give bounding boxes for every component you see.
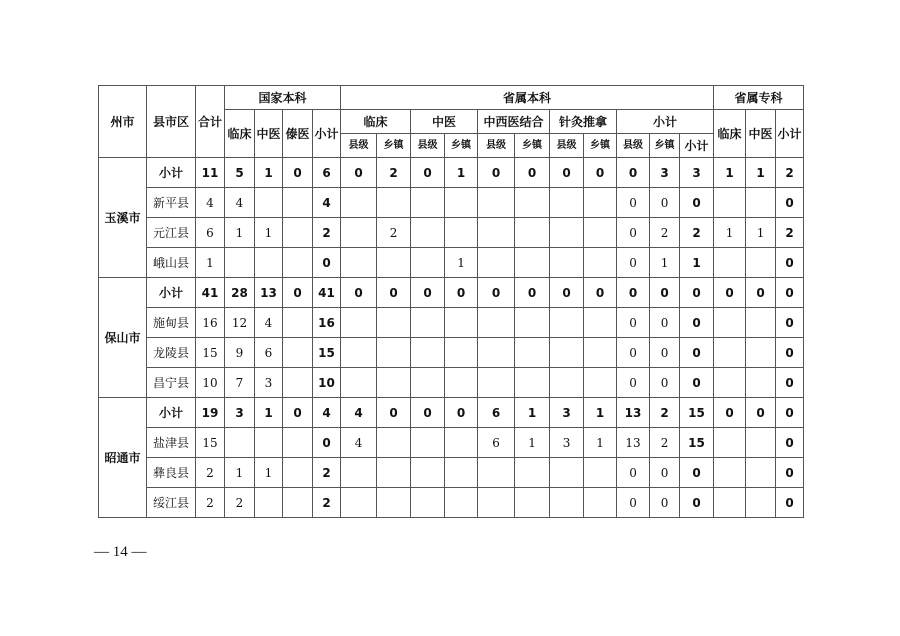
header-prov-subtotal: 小计 [617,110,714,134]
county-name-cell: 新平县 [147,188,196,218]
header-col-subtotal: 小计 [776,110,804,158]
value-cell: 2 [650,398,680,428]
value-cell: 0 [445,278,478,308]
value-cell: 0 [650,488,680,518]
value-cell [377,248,411,278]
value-cell [283,488,313,518]
value-cell: 1 [255,218,283,248]
value-cell: 0 [617,308,650,338]
header-county-level: 县级 [617,134,650,158]
value-cell: 0 [411,398,445,428]
value-cell [341,458,377,488]
value-cell [377,338,411,368]
value-cell [478,188,515,218]
value-cell: 5 [225,158,255,188]
value-cell: 0 [650,338,680,368]
header-town-level: 乡镇 [515,134,550,158]
value-cell [584,458,617,488]
value-cell [411,338,445,368]
value-cell: 0 [550,278,584,308]
header-county-level: 县级 [550,134,584,158]
header-nat-dai: 傣医 [283,110,313,158]
value-cell: 0 [776,188,804,218]
value-cell: 0 [478,158,515,188]
value-cell [255,488,283,518]
value-cell: 1 [445,158,478,188]
value-cell: 0 [617,218,650,248]
table-row-subtotal [99,158,804,188]
value-cell: 2 [776,158,804,188]
value-cell [714,308,746,338]
table-row [99,368,804,398]
value-cell [225,428,255,458]
value-cell: 9 [225,338,255,368]
value-cell [283,458,313,488]
value-cell: 1 [255,458,283,488]
value-cell: 1 [225,458,255,488]
value-cell [515,368,550,398]
value-cell: 15 [313,338,341,368]
value-cell [341,218,377,248]
value-cell [515,338,550,368]
value-cell [714,248,746,278]
value-cell: 2 [313,218,341,248]
value-cell [445,188,478,218]
value-cell: 0 [377,278,411,308]
table-row [99,218,804,248]
value-cell [445,218,478,248]
county-name-cell: 彝良县 [147,458,196,488]
value-cell [377,428,411,458]
value-cell [283,368,313,398]
value-cell [550,458,584,488]
value-cell [411,188,445,218]
value-cell: 0 [776,488,804,518]
header-county: 县市区 [147,86,196,158]
value-cell: 0 [776,398,804,428]
value-cell [746,428,776,458]
value-cell: 0 [650,458,680,488]
value-cell: 0 [680,308,714,338]
value-cell [478,248,515,278]
value-cell [445,488,478,518]
county-name-cell: 元江县 [147,218,196,248]
value-cell: 0 [776,428,804,458]
value-cell [283,308,313,338]
value-cell: 4 [313,188,341,218]
value-cell [377,368,411,398]
county-name-cell: 龙陵县 [147,338,196,368]
value-cell [411,218,445,248]
enrollment-table [98,85,804,518]
value-cell: 3 [650,158,680,188]
value-cell: 0 [776,458,804,488]
header-prov-tcm: 中医 [411,110,478,134]
value-cell [550,218,584,248]
value-cell: 41 [313,278,341,308]
table-row [99,338,804,368]
value-cell: 41 [196,278,225,308]
value-cell [550,368,584,398]
value-cell [411,368,445,398]
value-cell: 4 [255,308,283,338]
value-cell [478,458,515,488]
value-cell [377,458,411,488]
value-cell [225,248,255,278]
value-cell [515,218,550,248]
county-name-cell: 小计 [147,278,196,308]
value-cell: 16 [313,308,341,338]
value-cell [746,308,776,338]
header-town-level: 乡镇 [377,134,411,158]
value-cell [411,248,445,278]
value-cell [341,248,377,278]
header-county-level: 县级 [411,134,445,158]
value-cell [411,458,445,488]
value-cell: 0 [617,458,650,488]
header-town-level: 乡镇 [584,134,617,158]
header-provincial-undergrad: 省属本科 [341,86,714,110]
value-cell: 0 [714,278,746,308]
value-cell: 10 [196,368,225,398]
value-cell [714,368,746,398]
value-cell: 1 [746,158,776,188]
value-cell [478,338,515,368]
value-cell [515,188,550,218]
city-cell: 昭通市 [99,398,147,518]
value-cell: 3 [550,428,584,458]
value-cell: 13 [255,278,283,308]
county-name-cell: 盐津县 [147,428,196,458]
value-cell [341,188,377,218]
value-cell: 6 [196,218,225,248]
value-cell: 0 [776,248,804,278]
value-cell [746,458,776,488]
value-cell: 0 [617,158,650,188]
value-cell: 0 [313,248,341,278]
header-prov-clinical: 临床 [341,110,411,134]
value-cell: 0 [283,398,313,428]
value-cell: 0 [680,368,714,398]
value-cell: 3 [680,158,714,188]
value-cell: 0 [617,368,650,398]
value-cell: 7 [225,368,255,398]
value-cell: 1 [515,398,550,428]
header-nat-subtotal: 小计 [313,110,341,158]
table-row-subtotal [99,398,804,428]
value-cell: 4 [341,428,377,458]
value-cell [714,458,746,488]
table-row-subtotal [99,278,804,308]
value-cell [746,248,776,278]
value-cell [515,488,550,518]
header-national-undergrad: 国家本科 [225,86,341,110]
value-cell: 0 [650,308,680,338]
value-cell: 0 [445,398,478,428]
header-prov-subtotal-total: 小计 [680,134,714,158]
county-name-cell: 绥江县 [147,488,196,518]
value-cell [255,428,283,458]
value-cell: 0 [680,488,714,518]
value-cell: 0 [617,188,650,218]
value-cell [283,248,313,278]
value-cell: 0 [680,278,714,308]
value-cell [411,428,445,458]
value-cell [283,428,313,458]
county-name-cell: 小计 [147,158,196,188]
value-cell: 3 [225,398,255,428]
value-cell: 13 [617,398,650,428]
value-cell: 1 [255,398,283,428]
value-cell: 0 [680,458,714,488]
value-cell: 0 [617,338,650,368]
city-cell: 保山市 [99,278,147,398]
value-cell: 28 [225,278,255,308]
table-row [99,428,804,458]
value-cell: 0 [617,278,650,308]
value-cell: 3 [255,368,283,398]
county-name-cell: 施甸县 [147,308,196,338]
value-cell: 2 [196,488,225,518]
value-cell: 0 [313,428,341,458]
value-cell: 1 [714,158,746,188]
value-cell [714,488,746,518]
value-cell: 0 [650,368,680,398]
value-cell: 0 [377,398,411,428]
value-cell [255,188,283,218]
value-cell: 4 [313,398,341,428]
value-cell: 0 [746,278,776,308]
value-cell: 2 [650,218,680,248]
value-cell: 0 [283,158,313,188]
value-cell: 6 [478,428,515,458]
value-cell [377,488,411,518]
value-cell: 0 [584,158,617,188]
header-town-level: 乡镇 [445,134,478,158]
value-cell: 0 [776,278,804,308]
value-cell: 1 [196,248,225,278]
value-cell [341,308,377,338]
value-cell: 0 [478,278,515,308]
value-cell: 12 [225,308,255,338]
value-cell: 2 [313,488,341,518]
header-provincial-college: 省属专科 [714,86,804,110]
value-cell: 0 [714,398,746,428]
value-cell: 1 [680,248,714,278]
value-cell: 6 [255,338,283,368]
value-cell: 1 [225,218,255,248]
value-cell: 10 [313,368,341,398]
value-cell [478,368,515,398]
value-cell [515,308,550,338]
value-cell: 15 [680,398,714,428]
header-county-level: 县级 [341,134,377,158]
value-cell: 6 [313,158,341,188]
value-cell [283,188,313,218]
value-cell [584,368,617,398]
value-cell [341,488,377,518]
value-cell [478,488,515,518]
value-cell [445,458,478,488]
value-cell: 2 [650,428,680,458]
value-cell [584,338,617,368]
value-cell [550,308,584,338]
value-cell [445,338,478,368]
value-cell: 0 [650,278,680,308]
value-cell [283,218,313,248]
value-cell: 19 [196,398,225,428]
value-cell [411,488,445,518]
value-cell [550,488,584,518]
value-cell: 1 [255,158,283,188]
value-cell: 0 [680,188,714,218]
value-cell: 2 [680,218,714,248]
county-name-cell: 小计 [147,398,196,428]
value-cell [341,338,377,368]
value-cell: 2 [377,218,411,248]
value-cell [515,248,550,278]
value-cell: 2 [377,158,411,188]
value-cell: 1 [746,218,776,248]
header-prov-integrated: 中西医结合 [478,110,550,134]
value-cell: 13 [617,428,650,458]
page-number: — 14 — [94,544,147,560]
value-cell: 0 [550,158,584,188]
value-cell [283,338,313,368]
value-cell: 4 [341,398,377,428]
value-cell: 0 [411,278,445,308]
value-cell: 11 [196,158,225,188]
value-cell [377,308,411,338]
value-cell: 0 [776,368,804,398]
value-cell [445,308,478,338]
header-county-level: 县级 [478,134,515,158]
table-row [99,458,804,488]
value-cell [584,218,617,248]
value-cell [746,338,776,368]
value-cell [550,248,584,278]
header-nat-tcm: 中医 [255,110,283,158]
value-cell: 15 [196,338,225,368]
value-cell: 0 [776,338,804,368]
value-cell [714,428,746,458]
value-cell [445,368,478,398]
value-cell [746,488,776,518]
value-cell: 2 [776,218,804,248]
value-cell: 1 [515,428,550,458]
header-prov-acupuncture: 针灸推拿 [550,110,617,134]
value-cell: 2 [225,488,255,518]
value-cell: 0 [680,338,714,368]
value-cell: 0 [341,158,377,188]
value-cell: 4 [196,188,225,218]
value-cell [714,338,746,368]
value-cell: 1 [445,248,478,278]
header-col-clinical: 临床 [714,110,746,158]
value-cell [478,218,515,248]
header-city: 州市 [99,86,147,158]
value-cell: 0 [411,158,445,188]
value-cell [714,188,746,218]
value-cell [584,248,617,278]
value-cell: 0 [617,248,650,278]
value-cell [584,308,617,338]
value-cell [550,188,584,218]
value-cell [515,458,550,488]
value-cell: 0 [584,278,617,308]
value-cell: 0 [341,278,377,308]
value-cell [746,368,776,398]
header-total: 合计 [196,86,225,158]
table-row [99,488,804,518]
table-body [99,158,804,518]
value-cell: 2 [196,458,225,488]
value-cell: 0 [515,278,550,308]
value-cell [377,188,411,218]
value-cell [478,308,515,338]
value-cell: 0 [617,488,650,518]
city-cell: 玉溪市 [99,158,147,278]
value-cell: 1 [584,398,617,428]
value-cell [584,488,617,518]
value-cell [550,338,584,368]
value-cell: 3 [550,398,584,428]
value-cell: 0 [746,398,776,428]
table-row [99,308,804,338]
table-row [99,188,804,218]
county-name-cell: 昌宁县 [147,368,196,398]
value-cell: 0 [650,188,680,218]
table-row [99,248,804,278]
header-nat-clinical: 临床 [225,110,255,158]
value-cell [746,188,776,218]
value-cell: 16 [196,308,225,338]
value-cell: 6 [478,398,515,428]
value-cell: 4 [225,188,255,218]
value-cell [341,368,377,398]
value-cell: 0 [776,308,804,338]
value-cell: 0 [515,158,550,188]
value-cell [584,188,617,218]
header-town-level: 乡镇 [650,134,680,158]
value-cell: 2 [313,458,341,488]
value-cell: 15 [196,428,225,458]
value-cell: 1 [714,218,746,248]
value-cell [255,248,283,278]
value-cell [445,428,478,458]
value-cell: 15 [680,428,714,458]
header-col-tcm: 中医 [746,110,776,158]
value-cell: 1 [650,248,680,278]
county-name-cell: 峨山县 [147,248,196,278]
value-cell: 1 [584,428,617,458]
value-cell [411,308,445,338]
value-cell: 0 [283,278,313,308]
